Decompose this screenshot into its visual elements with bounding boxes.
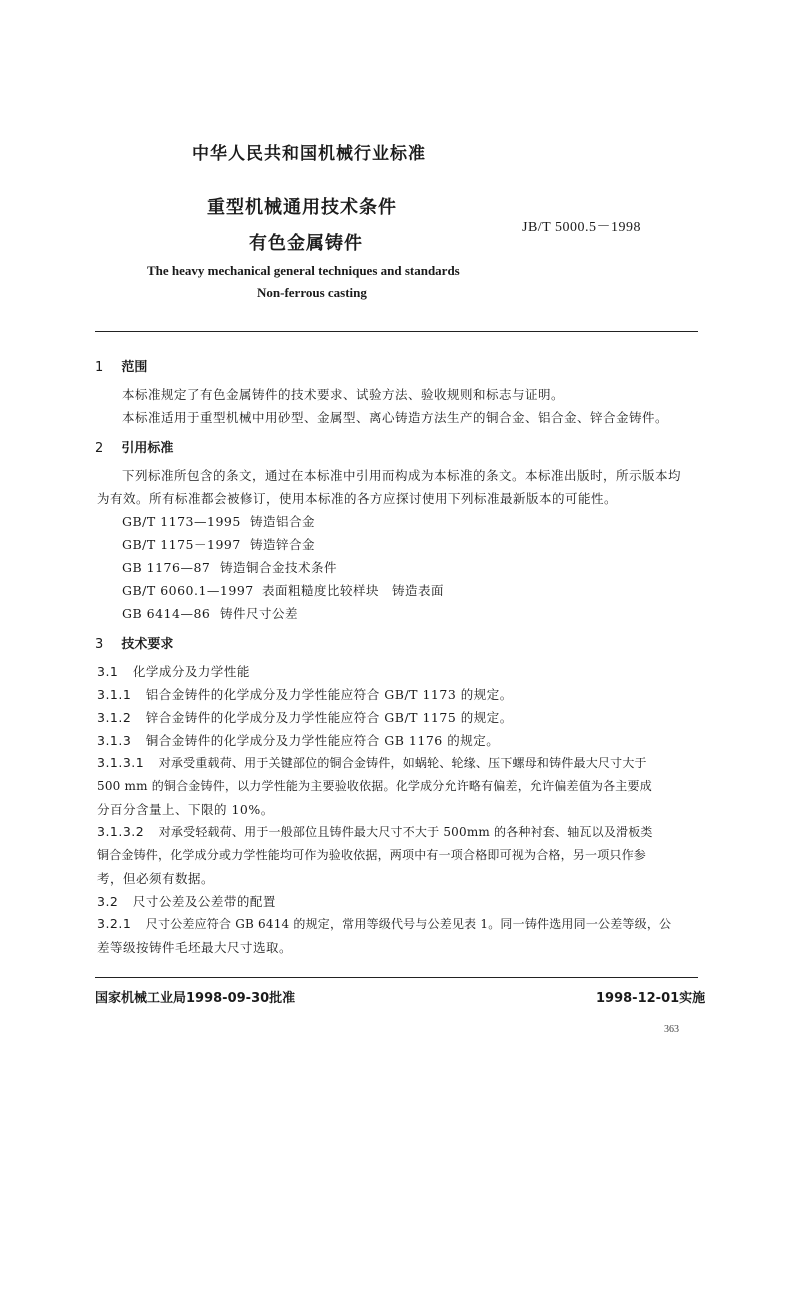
- clause-number: 3.2.1: [97, 916, 132, 931]
- section-number: 2: [95, 441, 104, 456]
- clause-3-1-3-1-line-2: 500 mm 的铜合金铸件，以力学性能为主要验收依据。化学成分允许略有偏差，允许偏差值为各主要成: [97, 779, 652, 793]
- issuing-organization: 中华人民共和国机械行业标准: [192, 144, 426, 164]
- reference-code: GB/T 1173—1995: [122, 514, 241, 529]
- section-2-heading: [95, 437, 173, 456]
- clause-number: 3.2: [97, 894, 119, 909]
- clause-text: 化学成分及力学性能: [132, 664, 250, 679]
- section-title: 引用标准: [121, 441, 174, 456]
- document-title-line1: 重型机械通用技术条件: [207, 197, 397, 218]
- reference-code: GB 1176—87: [122, 560, 211, 575]
- reference-item: [122, 535, 315, 553]
- reference-name: 铸件尺寸公差: [220, 606, 299, 621]
- clause-text: 铝合金铸件的化学成分及力学性能应符合 GB/T 1173 的规定。: [145, 687, 513, 702]
- reference-item: [122, 558, 337, 576]
- clause-number: 3.1.2: [97, 710, 132, 725]
- standard-number: JB/T 5000.5－1998: [522, 220, 641, 235]
- clause-3-1-3-2-line-3: 考，但必须有数据。: [97, 871, 215, 886]
- clause-text: 尺寸公差及公差带的配置: [132, 894, 276, 909]
- section-title: 技术要求: [121, 637, 174, 652]
- section-1-para-2: 本标准适用于重型机械中用砂型、金属型、离心铸造方法生产的铜合金、铝合金、锌合金铸件。: [122, 410, 669, 425]
- reference-code: GB/T 6060.1—1997: [122, 583, 254, 598]
- clause-number: 3.1.3.2: [97, 824, 145, 839]
- section-title: 范围: [121, 360, 148, 375]
- clause-3-1-2: [97, 708, 513, 726]
- reference-item: [122, 512, 315, 530]
- reference-name: 表面粗糙度比较样块 铸造表面: [262, 583, 445, 598]
- clause-3-1-3-1: [97, 754, 647, 771]
- reference-item: [122, 581, 444, 599]
- clause-number: 3.1.3.1: [97, 755, 145, 770]
- clause-number: 3.1: [97, 664, 119, 679]
- clause-3-2: [97, 892, 276, 910]
- section-number: 3: [95, 637, 104, 652]
- document-title-line2: 有色金属铸件: [249, 233, 363, 254]
- clause-text: 铜合金铸件的化学成分及力学性能应符合 GB 1176 的规定。: [145, 733, 500, 748]
- clause-number: 3.1.1: [97, 687, 132, 702]
- section-1-para-1: 本标准规定了有色金属铸件的技术要求、试验方法、验收规则和标志与证明。: [122, 387, 565, 402]
- clause-text: 锌合金铸件的化学成分及力学性能应符合 GB/T 1175 的规定。: [145, 710, 513, 725]
- approval-line: 国家机械工业局1998-09-30批准: [95, 991, 296, 1006]
- implementation-date: 1998-12-01实施: [596, 991, 706, 1006]
- clause-3-2-1: [97, 915, 671, 932]
- page-number: 363: [664, 1024, 679, 1035]
- clause-3-1-3-2: [97, 823, 653, 840]
- clause-3-1-3: [97, 731, 499, 749]
- clause-3-1: [97, 662, 250, 680]
- section-2-intro-line-1: 下列标准所包含的条文，通过在本标准中引用而构成为本标准的条文。本标准出版时，所示版本均: [122, 468, 682, 483]
- section-2-intro-line-2: 为有效。所有标准都会被修订，使用本标准的各方应探讨使用下列标准最新版本的可能性。: [97, 491, 618, 506]
- header-divider: [95, 331, 698, 332]
- english-title-line1: The heavy mechanical general techniques and standards: [147, 263, 460, 278]
- reference-item: [122, 604, 298, 622]
- section-1-heading: [95, 356, 147, 375]
- section-3-heading: [95, 633, 173, 652]
- reference-name: 铸造铜合金技术条件: [220, 560, 338, 575]
- clause-3-1-3-1-line-3: 分百分含量上、下限的 10%。: [97, 802, 274, 817]
- clause-3-1-3-2-line-2: 铜合金铸件，化学成分或力学性能均可作为验收依据，两项中有一项合格即可视为合格，另一项只作参: [97, 848, 647, 862]
- english-title-line2: Non-ferrous casting: [257, 285, 367, 300]
- reference-name: 铸造铝合金: [250, 514, 316, 529]
- section-number: 1: [95, 360, 104, 375]
- clause-text-line-1: 对承受轻载荷、用于一般部位且铸件最大尺寸不大于 500mm 的各种衬套、轴瓦以及滑板类: [158, 825, 653, 839]
- footer-divider: [95, 977, 698, 978]
- clause-3-2-1-line-2: 差等级按铸件毛坯最大尺寸选取。: [97, 940, 293, 955]
- reference-name: 铸造锌合金: [250, 537, 316, 552]
- reference-code: GB 6414—86: [122, 606, 211, 621]
- clause-number: 3.1.3: [97, 733, 132, 748]
- reference-code: GB/T 1175－1997: [122, 537, 241, 552]
- clause-text-line-1: 对承受重载荷、用于关键部位的铜合金铸件，如蜗轮、轮缘、压下螺母和铸件最大尺寸大于: [158, 756, 647, 770]
- clause-3-1-1: [97, 685, 513, 703]
- clause-text-line-1: 尺寸公差应符合 GB 6414 的规定，常用等级代号与公差见表 1。同一铸件选用同一公差等级，公: [145, 917, 672, 931]
